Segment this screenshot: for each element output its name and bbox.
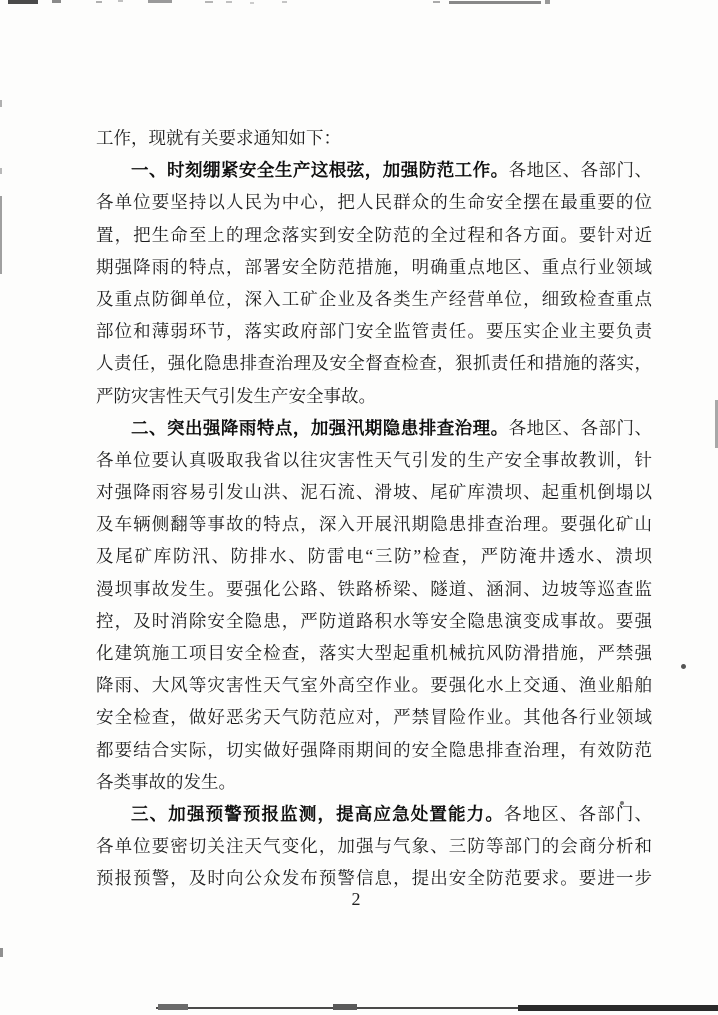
- text-line: [96, 347, 652, 379]
- scan-artifact-left: [0, 196, 2, 274]
- scan-artifact-top: [52, 0, 61, 3]
- body-text: 期强降雨的特点，部署安全防范措施，明确重点地区、重点行业领域: [96, 256, 652, 277]
- text-line: [96, 734, 652, 766]
- scan-artifact-left: [0, 168, 2, 174]
- text-line: [96, 766, 652, 798]
- document-body: [96, 122, 652, 895]
- body-text: 对强降雨容易引发山洪、泥石流、滑坡、尾矿库溃坝、起重机倒塌以: [96, 482, 652, 503]
- text-line: [96, 798, 652, 830]
- body-text: 控，及时消除安全隐患，严防道路积水等安全隐患演变成事故。要强: [96, 610, 652, 631]
- text-line: [96, 476, 652, 508]
- text-line: [96, 637, 652, 669]
- body-text: 各类事故的发生。: [96, 771, 236, 792]
- text-line: [96, 412, 652, 444]
- scan-artifact-top: [282, 1, 287, 3]
- page-number: 2: [351, 889, 361, 909]
- body-text: 及重点防御单位，深入工矿企业及各类生产经营单位，细致检查重点: [96, 288, 652, 309]
- scan-artifact-top: [148, 0, 172, 3]
- scan-artifact-top: [118, 0, 123, 2]
- section-heading: 一、时刻绷紧安全生产这根弦，加强防范工作。: [131, 160, 509, 181]
- scan-artifact-top: [8, 0, 38, 4]
- text-line: [96, 251, 652, 283]
- text-line: [96, 380, 652, 412]
- scan-artifact-top: [250, 2, 254, 4]
- body-text: 安全检查，做好恶劣天气防范应对，严禁冒险作业。其他各行业领域: [96, 707, 652, 728]
- body-text: 各地区、各部门、: [503, 803, 652, 824]
- body-text: 部位和薄弱环节，落实政府部门安全监管责任。要压实企业主要负责: [96, 321, 652, 342]
- scan-artifact-top: [433, 1, 440, 3]
- text-line: [96, 219, 652, 251]
- text-line: [96, 186, 652, 218]
- ink-speck: [681, 664, 686, 669]
- scan-artifact-left: [0, 100, 2, 107]
- scan-artifact-top: [226, 1, 232, 3]
- body-text: 各单位要密切关注天气变化，加强与气象、三防等部门的会商分析和: [96, 836, 652, 857]
- body-text: 各单位要坚持以人民为中心，把人民群众的生命安全摆在最重要的位: [96, 192, 652, 213]
- section-heading: 三、加强预警预报监测，提高应急处置能力。: [131, 803, 504, 824]
- text-line: [96, 315, 652, 347]
- text-line: [96, 283, 652, 315]
- body-text: 降雨、大风等灾害性天气室外高空作业。要强化水上交通、渔业船舶: [96, 675, 652, 696]
- text-line: [96, 605, 652, 637]
- body-text: 置，把生命至上的理念落实到安全防范的全过程和各方面。要针对近: [96, 224, 652, 245]
- text-line: [96, 540, 652, 572]
- body-text: 各地区、各部门、: [508, 160, 652, 181]
- text-line: [96, 508, 652, 540]
- scan-artifact-left: [0, 948, 3, 957]
- scan-artifact-bottom: [333, 1004, 357, 1010]
- text-line: [96, 444, 652, 476]
- scan-artifact-top: [96, 1, 102, 3]
- body-text: 及车辆侧翻等事故的特点，深入开展汛期隐患排查治理。要强化矿山: [96, 514, 652, 535]
- text-line: [96, 669, 652, 701]
- body-text: 预报预警，及时向公众发布预警信息，提出安全防范要求。要进一步: [96, 868, 652, 889]
- body-text: 人责任，强化隐患排查治理及安全督查检查，狠抓责任和措施的落实，: [96, 353, 652, 374]
- scan-artifact-bottom: [518, 1005, 718, 1011]
- body-text: 严防灾害性天气引发生产安全事故。: [96, 385, 376, 406]
- text-line: [96, 701, 652, 733]
- scan-artifact-bottom: [158, 1004, 188, 1010]
- section-heading: 二、突出强降雨特点，加强汛期隐患排查治理。: [131, 417, 509, 438]
- body-text: 漫坝事故发生。要强化公路、铁路桥梁、隧道、涵洞、边坡等巡查监: [96, 578, 652, 599]
- text-line: [96, 122, 652, 154]
- scan-artifact-top: [205, 1, 213, 3]
- text-line: [96, 830, 652, 862]
- body-text: 工作，现就有关要求通知如下：: [96, 128, 341, 148]
- body-text: 及尾矿库防汛、防排水、防雷电“三防”检查，严防淹井透水、溃坝: [96, 546, 652, 567]
- body-text: 都要结合实际，切实做好强降雨期间的安全隐患排查治理，有效防范: [96, 739, 652, 760]
- text-line: [96, 154, 652, 186]
- body-text: 化建筑施工项目安全检查，落实大型起重机械抗风防滑措施，严禁强: [96, 643, 652, 663]
- scan-artifact-top: [449, 1, 541, 4]
- scan-artifact-top: [545, 0, 550, 4]
- text-line: [96, 573, 652, 605]
- body-text: 各单位要认真吸取我省以往灾害性天气引发的生产安全事故教训，针: [96, 449, 652, 470]
- body-text: 各地区、各部门、: [508, 417, 652, 438]
